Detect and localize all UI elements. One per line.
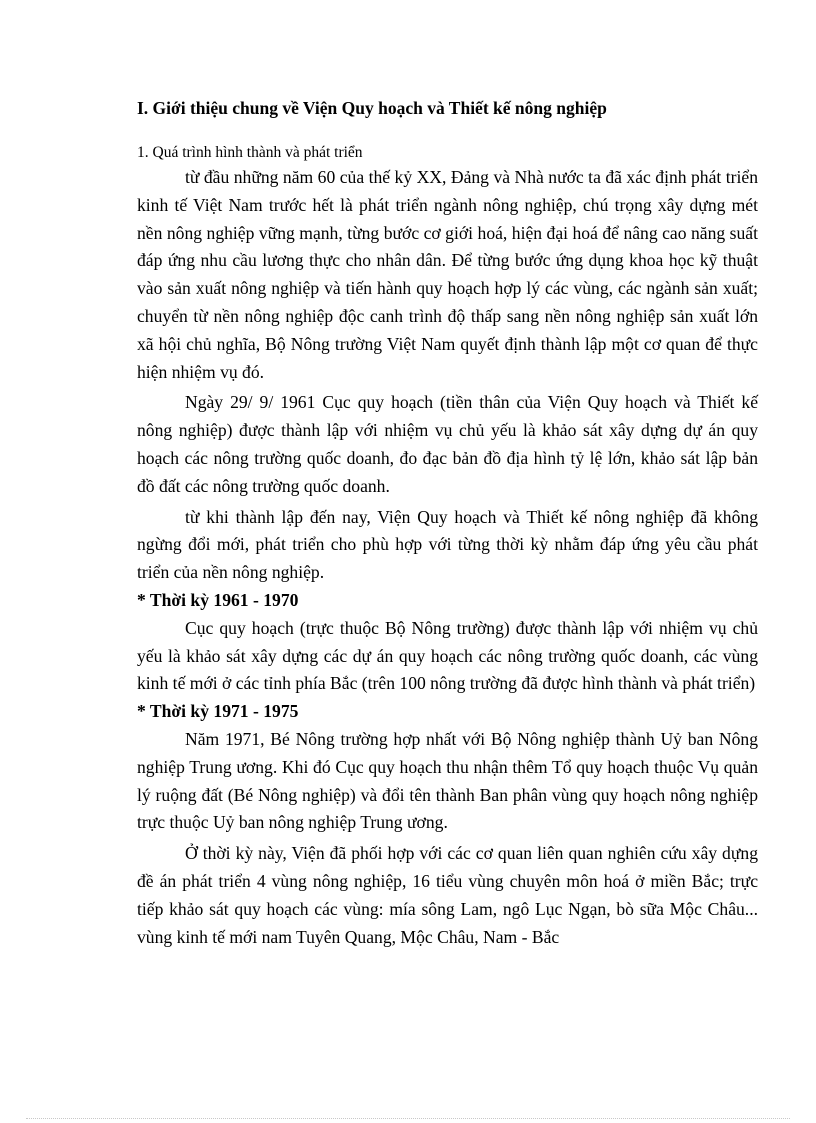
section-heading: I. Giới thiệu chung về Viện Quy hoạch và Thiết kế nông nghiệp [137, 98, 607, 118]
period-1961-1970-text: Cục quy hoạch (trực thuộc Bộ Nông trường) được thành lập với nhiệm vụ chủ yếu là khảo sát xây dựng các dự án quy hoạch các nông trường quốc doanh, các vùng kinh tế mới ở các tỉnh phía Bắc (trên 100 nông trường đã được hình thành và phát triển) [137, 617, 758, 694]
period-1961-1970-title: * Thời kỳ 1961 - 1970 [137, 589, 299, 610]
period-1971-1975-text-2: Ở thời kỳ này, Viện đã phối hợp với các cơ quan liên quan nghiên cứu xây dựng đề án phát triển 4 vùng nông nghiệp, 16 tiểu vùng chuyên môn hoá ở miền Bắc; trực tiếp khảo sát quy hoạch các vùng: mía sông Lam, ngô Lục Ngạn, bò sữa Mộc Châu... vùng kinh tế mới nam Tuyên Quang, Mộc Châu, Nam - Bắc [137, 843, 758, 947]
period-1971-1975-text-1: Năm 1971, Bé Nông trường hợp nhất với Bộ Nông nghiệp thành Uỷ ban Nông nghiệp Trung ương. Khi đó Cục quy hoạch thu nhận thêm Tổ quy hoạch thuộc Vụ quản lý ruộng đất (Bé Nông nghiệp) và đổi tên thành Ban phân vùng quy hoạch nông nghiệp trực thuộc Uỷ ban nông nghiệp Trung ương. [137, 728, 758, 833]
paragraph-intro: từ đầu những năm 60 của thế kỷ XX, Đảng và Nhà nước ta đã xác định phát triển kinh tế Việt Nam trước hết là phát triển ngành nông nghiệp, chú trọng xây dựng mét nền nông nghiệp vững mạnh, từng bước cơ giới hoá, hiện đại hoá để nâng cao năng suất đáp ứng nhu cầu lương thực cho nhân dân. Để từng bước ứng dụng khoa học kỹ thuật vào sản xuất nông nghiệp và tiến hành quy hoạch hợp lý các vùng, các ngành sản xuất; chuyển từ nền nông nghiệp độc canh trình độ thấp sang nền nông nghiệp sản xuất lớn xã hội chủ nghĩa, Bộ Nông trường Việt Nam quyết định thành lập một cơ quan để thực hiện nhiệm vụ đó. [137, 167, 758, 382]
document-page [137, 96, 758, 951]
paragraph-founding: Ngày 29/ 9/ 1961 Cục quy hoạch (tiền thân của Viện Quy hoạch và Thiết kế nông nghiệp) được thành lập với nhiệm vụ chủ yếu là khảo sát xây dựng dự án quy hoạch các nông trường quốc doanh, đo đạc bản đồ địa hình tỷ lệ lớn, khảo sát lập bản đồ đất các nông trường quốc doanh. [137, 392, 758, 496]
subsection-heading: 1. Quá trình hình thành và phát triển [137, 144, 363, 161]
page-bottom-divider [26, 1118, 790, 1119]
period-1971-1975-title: * Thời kỳ 1971 - 1975 [137, 701, 299, 722]
paragraph-development: từ khi thành lập đến nay, Viện Quy hoạch và Thiết kế nông nghiệp đã không ngừng đổi mới, phát triển cho phù hợp với từng thời kỳ nhằm đáp ứng yêu cầu phát triển của nền nông nghiệp. [137, 506, 758, 583]
